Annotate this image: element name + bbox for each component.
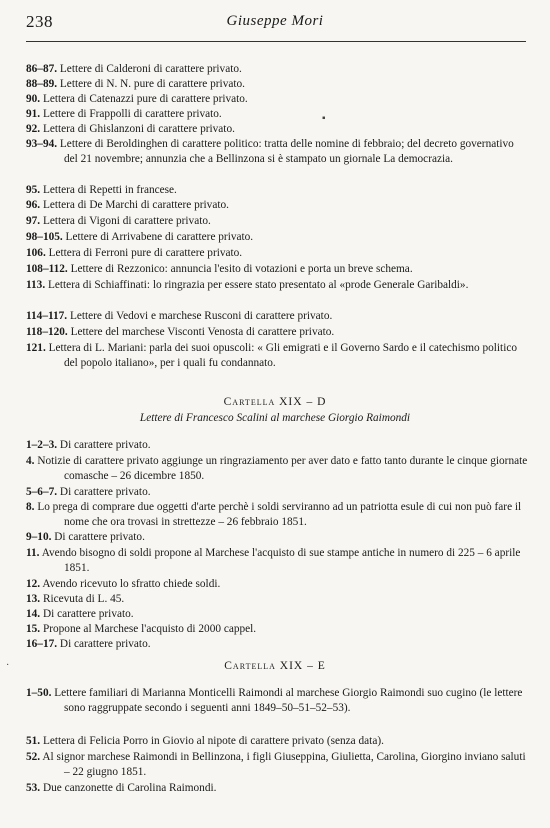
list-item: 106. Lettera di Ferroni pure di carattere privato. (26, 247, 243, 259)
list-item: 53. Due canzonette di Carolina Raimondi. (26, 782, 217, 794)
section-title: Cartella XIX – D (223, 396, 327, 408)
list-item: 98–105. Lettere di Arrivabene di carattere privato. (26, 231, 254, 243)
list-item: 88–89. Lettere di N. N. pure di carattere privato. (26, 78, 245, 90)
ink-speck: ▪ (322, 113, 326, 124)
list-item: 95. Lettera di Repetti in francese. (26, 184, 177, 196)
list-item: 11. Avendo bisogno di soldi propone al Marchese l'acquisto di sue stampe antiche in numero di 225 – 6 aprile 1851. (26, 547, 521, 574)
section-subtitle: Lettere di Francesco Scalini al marchese Giorgio Raimondi (139, 412, 411, 424)
list-item: 92. Lettera di Ghislanzoni di carattere privato. (26, 123, 235, 135)
list-item: 1–50. Lettere familiari di Marianna Monticelli Raimondi al marchese Giorgio Raimondi suo cugino (le lettere sono raggruppate secondo i seguenti anni 1849–50–51–52–53). (26, 687, 523, 714)
list-item: 91. Lettere di Frappolli di carattere privato. (26, 108, 222, 120)
list-item: 51. Lettera di Felicia Porro in Giovio al nipote di carattere privato (senza data). (26, 735, 384, 747)
list-item: 5–6–7. Di carattere privato. (26, 486, 151, 498)
list-item: 15. Propone al Marchese l'acquisto di 2000 cappel. (26, 623, 257, 635)
header-rule (26, 41, 526, 42)
list-item: 12. Avendo ricevuto lo sfratto chiede soldi. (26, 578, 221, 590)
list-item: 14. Di carattere privato. (26, 608, 134, 620)
list-item: 8. Lo prega di comprare due oggetti d'arte perchè i soldi serviranno ad un patriotta esule di cui non può fare il nome che ora trovasi in strettezze – 26 febbraio 1851. (26, 501, 522, 528)
list-item: 90. Lettera di Catenazzi pure di carattere privato. (26, 93, 248, 105)
list-item: 108–112. Lettere di Rezzonico: annuncia l'esito di votazioni e porta un breve schema. (26, 263, 413, 275)
list-item: 113. Lettera di Schiaffinati: lo ringrazia per essere stato presentato al «prode Generale Garibaldi». (26, 279, 469, 291)
list-item: 1–2–3. Di carattere privato. (26, 439, 151, 451)
section-title: Cartella XIX – E (224, 660, 326, 672)
list-item: 97. Lettera di Vigoni di carattere privato. (26, 215, 211, 227)
page-header (26, 12, 524, 38)
list-item: 52. Al signor marchese Raimondi in Bellinzona, i figli Giuseppina, Giulietta, Carolina, Giorgino inviano saluti – 22 giugno 1851. (26, 751, 526, 778)
running-title: Giuseppe Mori (226, 13, 324, 29)
list-item: 114–117. Lettere di Vedovi e marchese Rusconi di carattere privato. (26, 310, 333, 322)
list-item: 121. Lettera di L. Mariani: parla dei suoi opuscoli: « Gli emigrati e il Governo Sardo e il catechismo politico del popolo italiano», per i quali fu condannato. (26, 342, 517, 369)
list-item: 13. Ricevuta di L. 45. (26, 593, 125, 605)
list-item: 9–10. Di carattere privato. (26, 531, 145, 543)
ink-speck: · (6, 660, 10, 671)
list-item: 118–120. Lettere del marchese Visconti Venosta di carattere privato. (26, 326, 335, 338)
list-item: 86–87. Lettere di Calderoni di carattere privato. (26, 63, 242, 75)
list-item: 93–94. Lettere di Beroldinghen di carattere politico: tratta delle nomine di febbraio; del decreto governativo del 21 novembre; annunzia che a Bellinzona si è stampato un giornale La democrazia. (26, 138, 514, 165)
list-item: 96. Lettera di De Marchi di carattere privato. (26, 199, 229, 211)
page-number: 238 (26, 12, 53, 31)
list-item: 4. Notizie di carattere privato aggiunge un ringraziamento per aver dato e fatto tanto durante le cinque giornate comasche – 26 dicembre 1850. (26, 455, 528, 482)
list-item: 16–17. Di carattere privato. (26, 638, 151, 650)
